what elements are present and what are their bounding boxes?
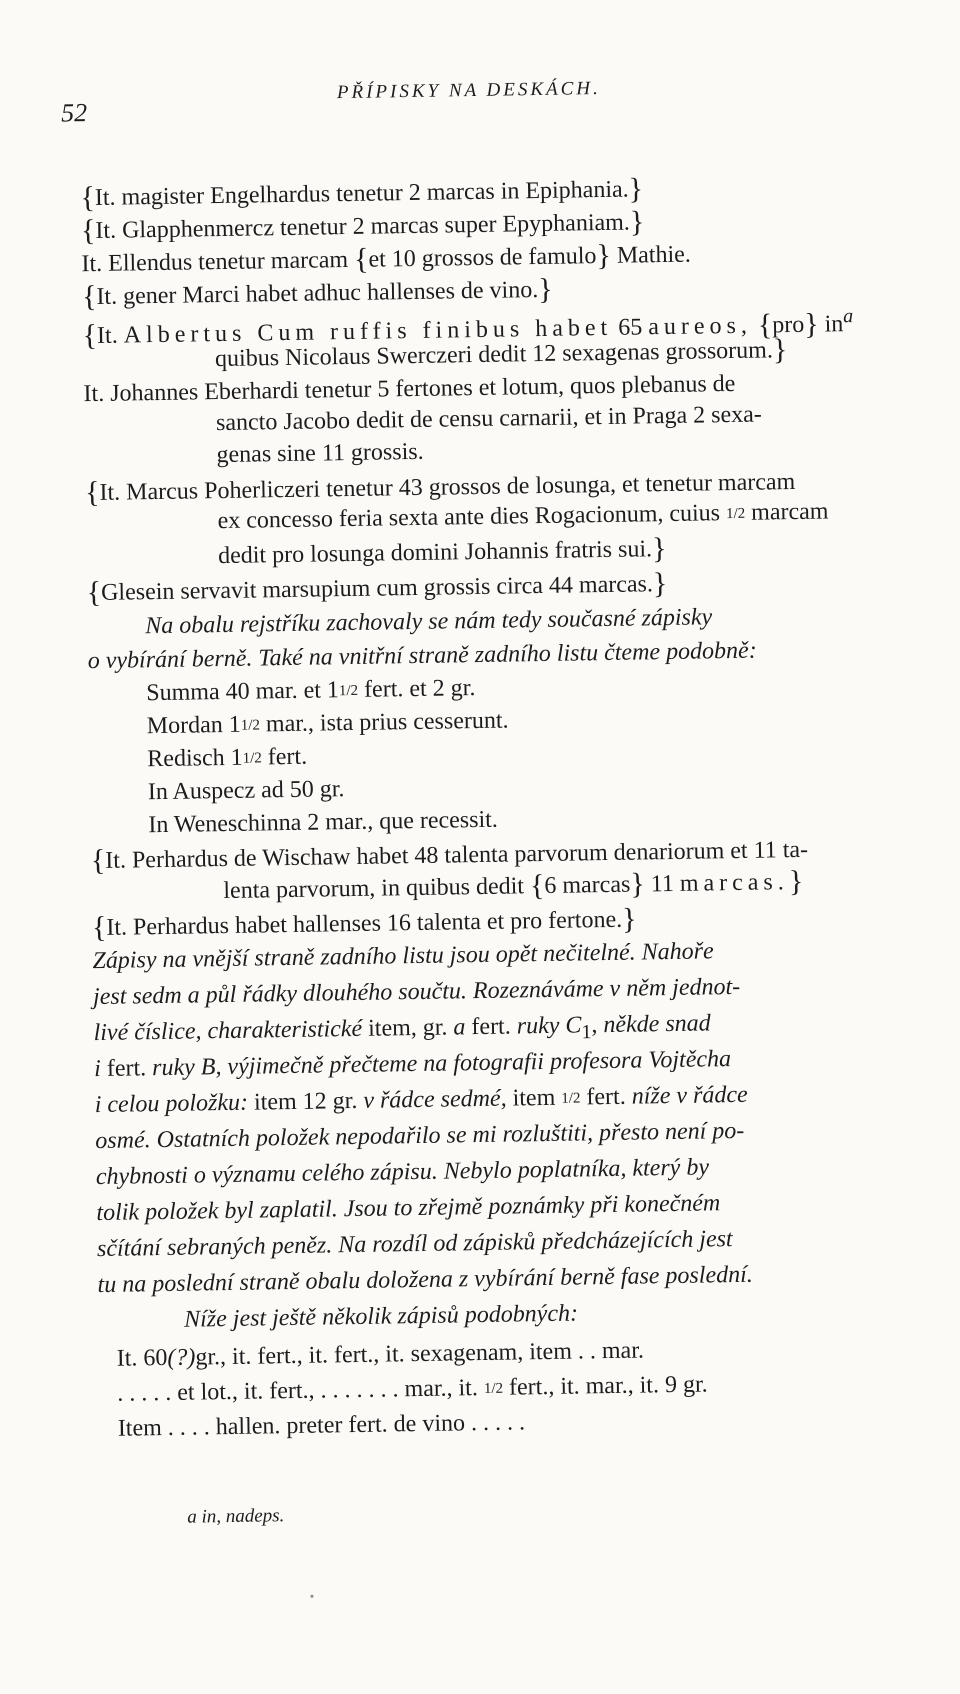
running-title: PŘÍPISKY NA DESKÁCH. xyxy=(336,78,601,104)
text-line-6: quibus Nicolaus Swerczeri dedit 12 sexagenas grossorum.} xyxy=(214,333,788,373)
text-line-26: livé číslice, charakteristické item, gr. a fert. ruky $C_1$, někde snad xyxy=(93,1010,711,1047)
text-line-33: tu na poslední straně obalu doložena z vybírání berně fase poslední. xyxy=(97,1261,753,1299)
text-line-9: genas sine 11 grossis. xyxy=(216,438,424,469)
text-line-16: Summa 40 mar. et 11/2 fert. et 2 gr. xyxy=(146,675,476,707)
text-line-17: Mordan 11/2 mar., ista prius cesserunt. xyxy=(146,707,509,740)
text-line-37: Item . . . . hallen. preter fert. de vino . . . . . xyxy=(117,1409,526,1442)
text-line-4: {It. gener Marci habet adhuc hallenses de vino.} xyxy=(81,272,553,314)
paper-speck xyxy=(310,1595,313,1598)
text-line-35: It. 60(?)gr., it. fert., it. fert., it. sexagenam, item . . mar. xyxy=(116,1337,645,1372)
text-line-21: {It. Perhardus de Wischaw habet 48 talenta parvorum denariorum et 11 ta- xyxy=(90,836,809,878)
text-line-30: chybnosti o významu celého zápisu. Nebylo poplatníka, který by xyxy=(95,1154,710,1191)
text-line-2: {It. Glapphenmercz tenetur 2 marcas super Epyphaniam.} xyxy=(80,205,645,248)
text-line-12: dedit pro losunga domini Johannis fratris sui.} xyxy=(217,532,667,570)
text-line-28: i celou položku: item 12 gr. v řádce sedmé, item 1/2 fert. níže v řádce xyxy=(94,1081,748,1119)
text-line-7: It. Johannes Eberhardi tenetur 5 fertones et lotum, quos plebanus de xyxy=(83,370,736,408)
text-line-29: osmé. Ostatních položek nepodařilo se mi rozluštiti, přesto není po- xyxy=(95,1117,745,1155)
text-line-1: {It. magister Engelhardus tenetur 2 marcas in Epiphania.} xyxy=(80,172,644,215)
text-line-36: . . . . . et lot., it. fert., . . . . . . . mar., it. 1/2 fert., it. mar., it. 9 gr. xyxy=(117,1371,708,1407)
text-line-25: jest sedm a půl řádky dlouhého součtu. Rozeznáváme v něm jednot- xyxy=(92,973,741,1011)
text-line-34: Níže jest ještě několik zápisů podobných: xyxy=(183,1300,579,1333)
text-line-22: lenta parvorum, in quibus dedit {6 marcas} 11 marcas.} xyxy=(223,864,804,905)
page-number: 52 xyxy=(60,98,88,128)
text-line-10: {It. Marcus Poherliczeri tenetur 43 grossos de losunga, et tenetur marcam xyxy=(84,469,796,510)
text-line-13: {Glesein servavit marsupium cum grossis circa 44 marcas.} xyxy=(86,567,668,610)
text-line-31: tolik položek byl zaplatil. Jsou to zřejmě poznámky při konečném xyxy=(96,1190,721,1227)
footnote: a in, nadeps. xyxy=(187,1505,285,1528)
text-line-23: {It. Perhardus habet hallenses 16 talenta et pro fertone.} xyxy=(91,902,637,945)
text-line-14: Na obalu rejstříku zachovaly se nám tedy současné zápisky xyxy=(145,604,713,640)
text-line-18: Redisch 11/2 fert. xyxy=(147,743,308,773)
text-line-8: sancto Jacobo dedit de censu carnarii, et in Praga 2 sexa- xyxy=(215,401,762,437)
text-line-20: In Weneschinna 2 mar., que recessit. xyxy=(148,806,499,839)
text-line-15: o vybírání berně. Také na vnitřní straně zadního listu čteme podobně: xyxy=(87,637,757,675)
text-line-5: {It. Albertus Cum ruffis finibus habet 65 aureos, {pro} $in^a$ xyxy=(82,305,854,353)
text-line-32: sčítání sebraných peněz. Na rozdíl od zápisků předcházejících jest xyxy=(96,1226,733,1263)
text-line-27: i fert. ruky B, výjimečně přečteme na fotografii profesora Vojtěcha xyxy=(93,1046,732,1083)
text-line-11: ex concesso feria sexta ante dies Rogacionum, cuius 1/2 marcam xyxy=(217,498,829,535)
text-line-3: It. Ellendus tenetur marcam {et 10 grossos de famulo} Mathie. xyxy=(81,238,692,278)
text-line-24: Zápisy na vnější straně zadního listu jsou opět nečitelné. Nahoře xyxy=(92,938,714,975)
text-line-19: In Auspecz ad 50 gr. xyxy=(147,776,345,806)
